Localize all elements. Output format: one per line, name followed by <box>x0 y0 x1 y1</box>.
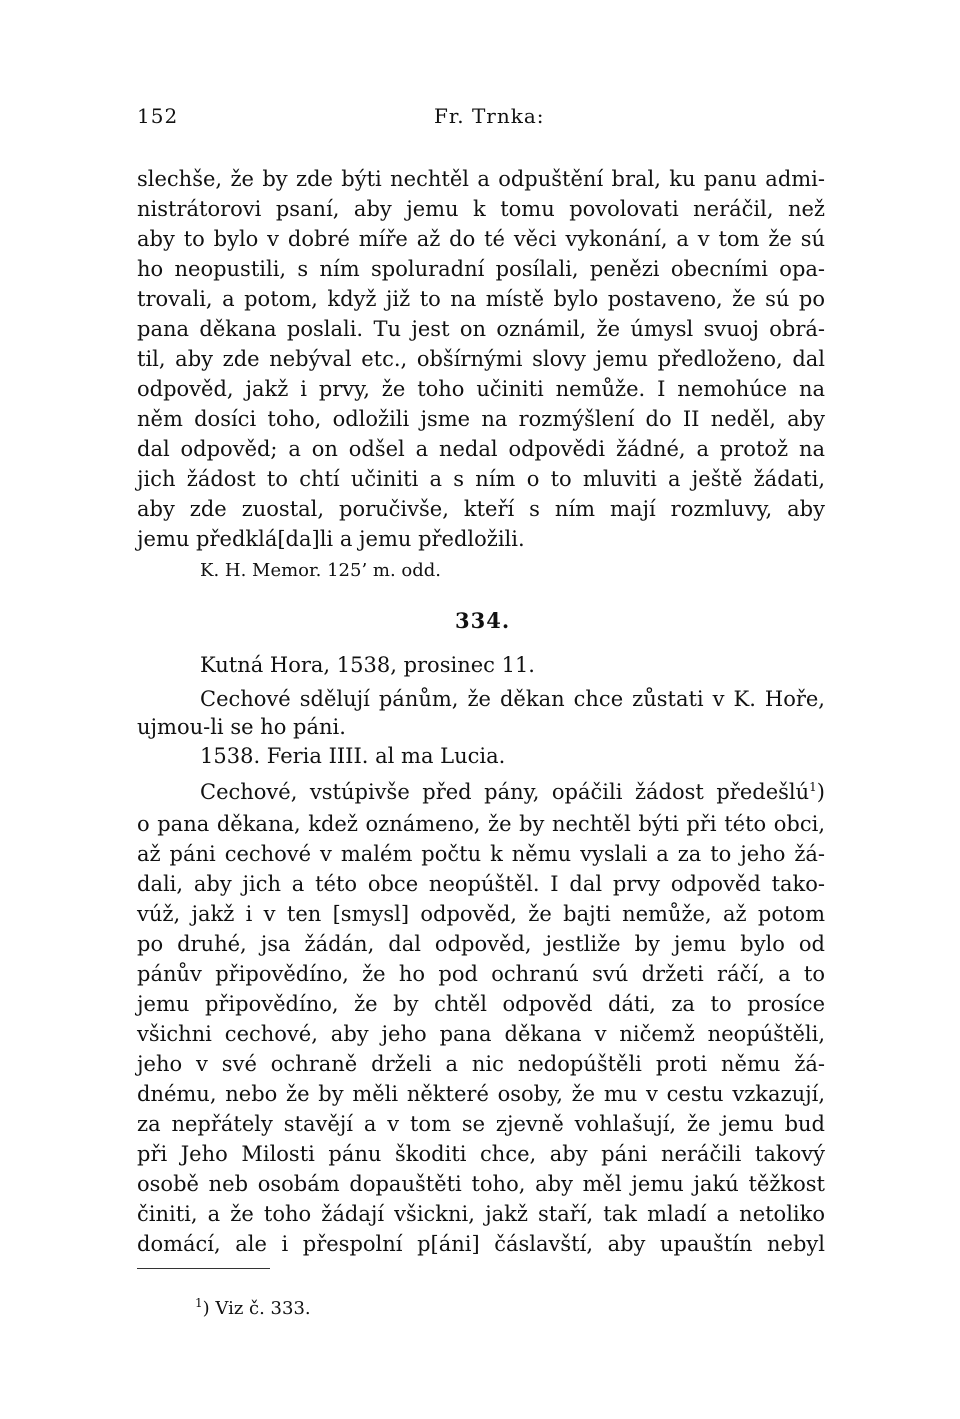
entry-body-line: po druhé, jsa žádán, dal odpověd, jestliže by jemu bylo od <box>137 932 825 956</box>
text-line: aby to bylo v dobré míře až do té věci vykonání, a v tom že sú <box>137 227 825 251</box>
entry-body-first-text: Cechové, vstúpivše před pány, opáčili žádost předešlú <box>200 780 810 804</box>
entry-body-line: o pana děkana, kdež oznámeno, že by nechtěl býti při této obci, <box>137 812 825 836</box>
text-line: til, aby zde nebýval etc., obšírnými slovy jemu předloženo, dal <box>137 347 825 371</box>
source-citation: K. H. Memor. 125’ m. odd. <box>200 560 442 581</box>
entry-body-line: domácí, ale i přespolní p[áni] čáslavští, aby upauštín nebyl <box>137 1232 825 1256</box>
text-line: dal odpověd; a on odšel a nedal odpovědi žádné, a protož na <box>137 437 825 461</box>
entry-summary-line: ujmou-li se ho páni. <box>137 715 346 739</box>
entry-body-line: pánův připovědíno, že ho pod ochranú svú držeti ráčí, a to <box>137 962 825 986</box>
entry-body-line: až páni cechové v malém počtu k němu vyslali a za to jeho žá- <box>137 842 825 866</box>
entry-body-line: osobě neb osobám dopauštěti toho, aby měl jemu jakú těžkost <box>137 1172 825 1196</box>
entry-body-line: všichni cechové, aby jeho pana děkana v ničemž neopúštěli, <box>137 1022 825 1046</box>
footnote <box>195 1298 311 1319</box>
entry-body-line: za nepřátely stavějí a v tom se zjevně vohlašují, že jemu bud <box>137 1112 825 1136</box>
text-line: nistrátorovi psaní, aby jemu k tomu povolovati neráčil, než <box>137 197 825 221</box>
entry-date-line: 1538. Feria IIII. al ma Lucia. <box>200 744 506 768</box>
entry-body-line: dali, aby jich a této obce neopúštěl. I dal prvy odpověd tako- <box>137 872 825 896</box>
text-line: jich žádost to chtí učiniti a s ním o to mluviti a ještě žádati, <box>137 467 825 491</box>
text-line: slechše, že by zde býti nechtěl a odpuštění bral, ku panu admi- <box>137 167 825 191</box>
entry-body-line: jeho v své ochraně drželi a nic nedopúštěli proti němu žá- <box>137 1052 825 1076</box>
footnote-marker: 1 <box>195 1296 203 1310</box>
entry-body-line: dnému, nebo že by měli některé osoby, že mu v cestu vzkazují, <box>137 1082 825 1106</box>
page-header <box>137 104 825 134</box>
footnote-reference-paren: ) <box>816 780 825 804</box>
text-line: ho neopustili, s ním spoluradní posílali, penězi obecními opa- <box>137 257 825 281</box>
footnote-text: ) Viz č. 333. <box>202 1298 311 1319</box>
entry-body-line: vúž, jakž i v ten [smysl] odpověd, že bajti nemůže, až potom <box>137 902 825 926</box>
text-line: aby zde zuostal, poručivše, kteří s ním mají rozmluvy, aby <box>137 497 825 521</box>
footnote-reference: 1 <box>809 780 817 794</box>
text-line: jemu předklá[da]li a jemu předložili. <box>137 527 525 551</box>
entry-summary-line: Cechové sdělují pánům, že děkan chce zůstati v K. Hoře, <box>200 687 825 711</box>
entry-place-date: Kutná Hora, 1538, prosinec 11. <box>200 653 535 677</box>
entry-body-line: činiti, a že toho žádají všickni, jakž staří, tak mladí a netoliko <box>137 1202 825 1226</box>
footnote-divider <box>137 1268 270 1269</box>
entry-body-line: jemu připovědíno, že by chtěl odpověd dáti, za to prosíce <box>137 992 825 1016</box>
text-line: pana děkana poslali. Tu jest on oznámil, že úmysl svuoj obrá- <box>137 317 825 341</box>
running-head: Fr. Trnka: <box>434 104 545 128</box>
entry-number: 334. <box>455 608 511 633</box>
text-line: něm dosíci toho, odložili jsme na rozmýšlení do II neděl, aby <box>137 407 825 431</box>
text-line: trovali, a potom, když již to na místě bylo postaveno, že sú po <box>137 287 825 311</box>
entry-body-line: při Jeho Milosti pánu škoditi chce, aby páni neráčili takový <box>137 1142 825 1166</box>
page-number: 152 <box>137 104 179 128</box>
text-line: odpověd, jakž i prvy, že toho učiniti nemůže. I nemohúce na <box>137 377 825 401</box>
entry-body-first-line <box>200 777 825 807</box>
